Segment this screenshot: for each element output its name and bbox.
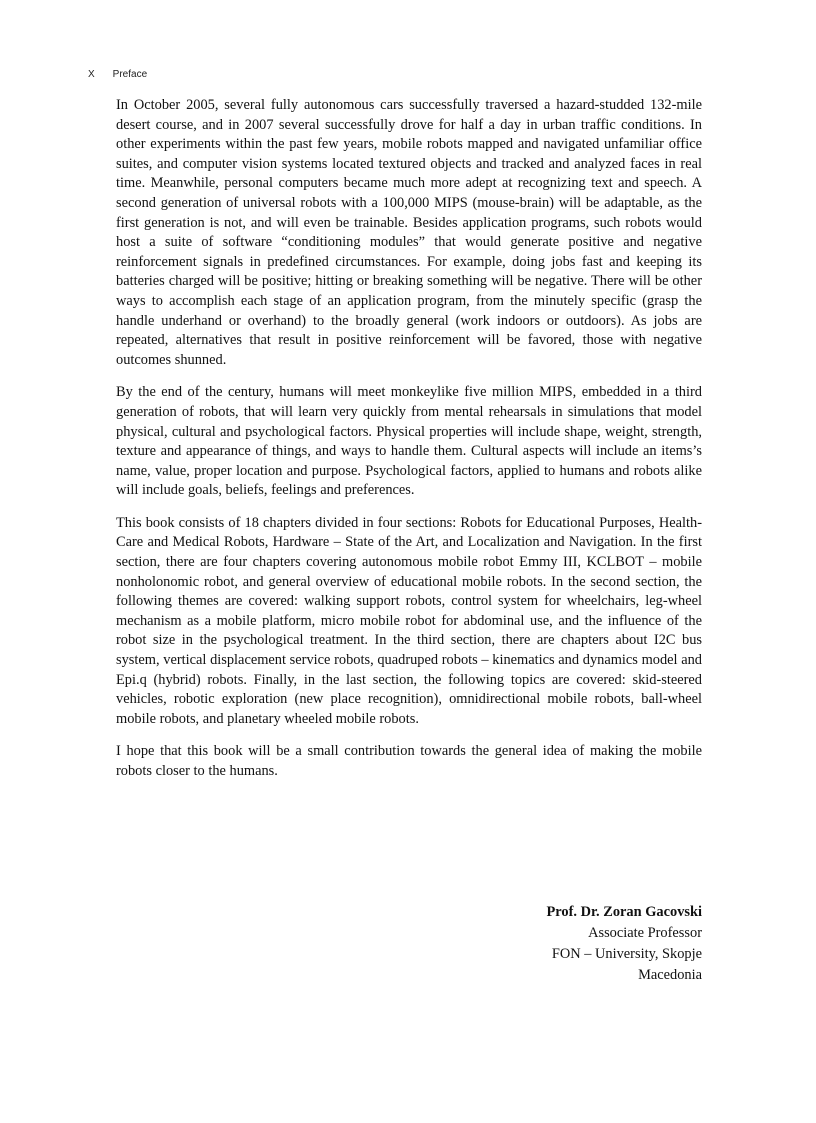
author-title: Associate Professor (588, 925, 702, 941)
section-title: Preface (112, 69, 148, 80)
signature-block (547, 902, 703, 986)
author-country: Macedonia (638, 967, 702, 983)
page-header (88, 69, 147, 81)
preface-body (116, 96, 702, 795)
paragraph-2: By the end of the century, humans will meet monkeylike five million MIPS, embedded in a third generation of robots, that will learn very quickly from mental rehearsals in simulations that model physical, cultural and psychological factors. Physical properties will include shape, weight, strength, texture and appearance of things, and ways to handle them. Cultural aspects will include an items’s name, value, proper location and purpose. Psychological factors, applied to humans and robots alike will include goals, beliefs, feelings and preferences. (116, 384, 702, 499)
page-number: X (88, 69, 95, 80)
author-institution: FON – University, Skopje (551, 946, 702, 962)
paragraph-1: In October 2005, several fully autonomous cars successfully traversed a hazard-studded 132-mile desert course, and in 2007 several successfully drove for half a day in urban traffic conditions. In other experiments within the past few years, mobile robots mapped and navigated unfamiliar office suites, and computer vision systems located textured objects and tracked and analyzed faces in real time. Meanwhile, personal computers became much more adept at recognizing text and speech. A second generation of universal robots with a 100,000 MIPS (mouse-brain) will be adaptable, as the first generation is not, and will even be trainable. Besides application programs, such robots would host a suite of software “conditioning modules” that would generate positive and negative reinforcement signals in predefined circumstances. For example, doing jobs fast and keeping its batteries charged will be positive; hitting or breaking something will be negative. There will be other ways to accomplish each stage of an application program, from the minutely specific (grasp the handle underhand or overhand) to the broadly general (work indoors or outdoors). As jobs are repeated, alternatives that result in positive reinforcement will be favored, those with negative outcomes shunned. (116, 97, 702, 368)
paragraph-3: This book consists of 18 chapters divided in four sections: Robots for Educational Purposes, Health-Care and Medical Robots, Hardware – State of the Art, and Localization and Navigation. In the first section, there are four chapters covering autonomous mobile robot Emmy III, KCLBOT – mobile nonholonomic robot, and general overview of educational mobile robots. In the second section, the following themes are covered: walking support robots, control system for wheelchairs, leg-wheel mechanism as a mobile platform, micro mobile robot for abdominal use, and the influence of the robot size in the psychological treatment. In the third section, there are chapters about I2C bus system, vertical displacement service robots, quadruped robots – kinematics and dynamics model and Epi.q (hybrid) robots. Finally, in the last section, the following topics are covered: skid-steered vehicles, robotic exploration (new place recognition), omnidirectional mobile robots, ball-wheel mobile robots, and planetary wheeled mobile robots. (116, 514, 702, 727)
paragraph-4: I hope that this book will be a small contribution towards the general idea of making the mobile robots closer to the humans. (116, 743, 702, 779)
author-name: Prof. Dr. Zoran Gacovski (546, 904, 702, 920)
